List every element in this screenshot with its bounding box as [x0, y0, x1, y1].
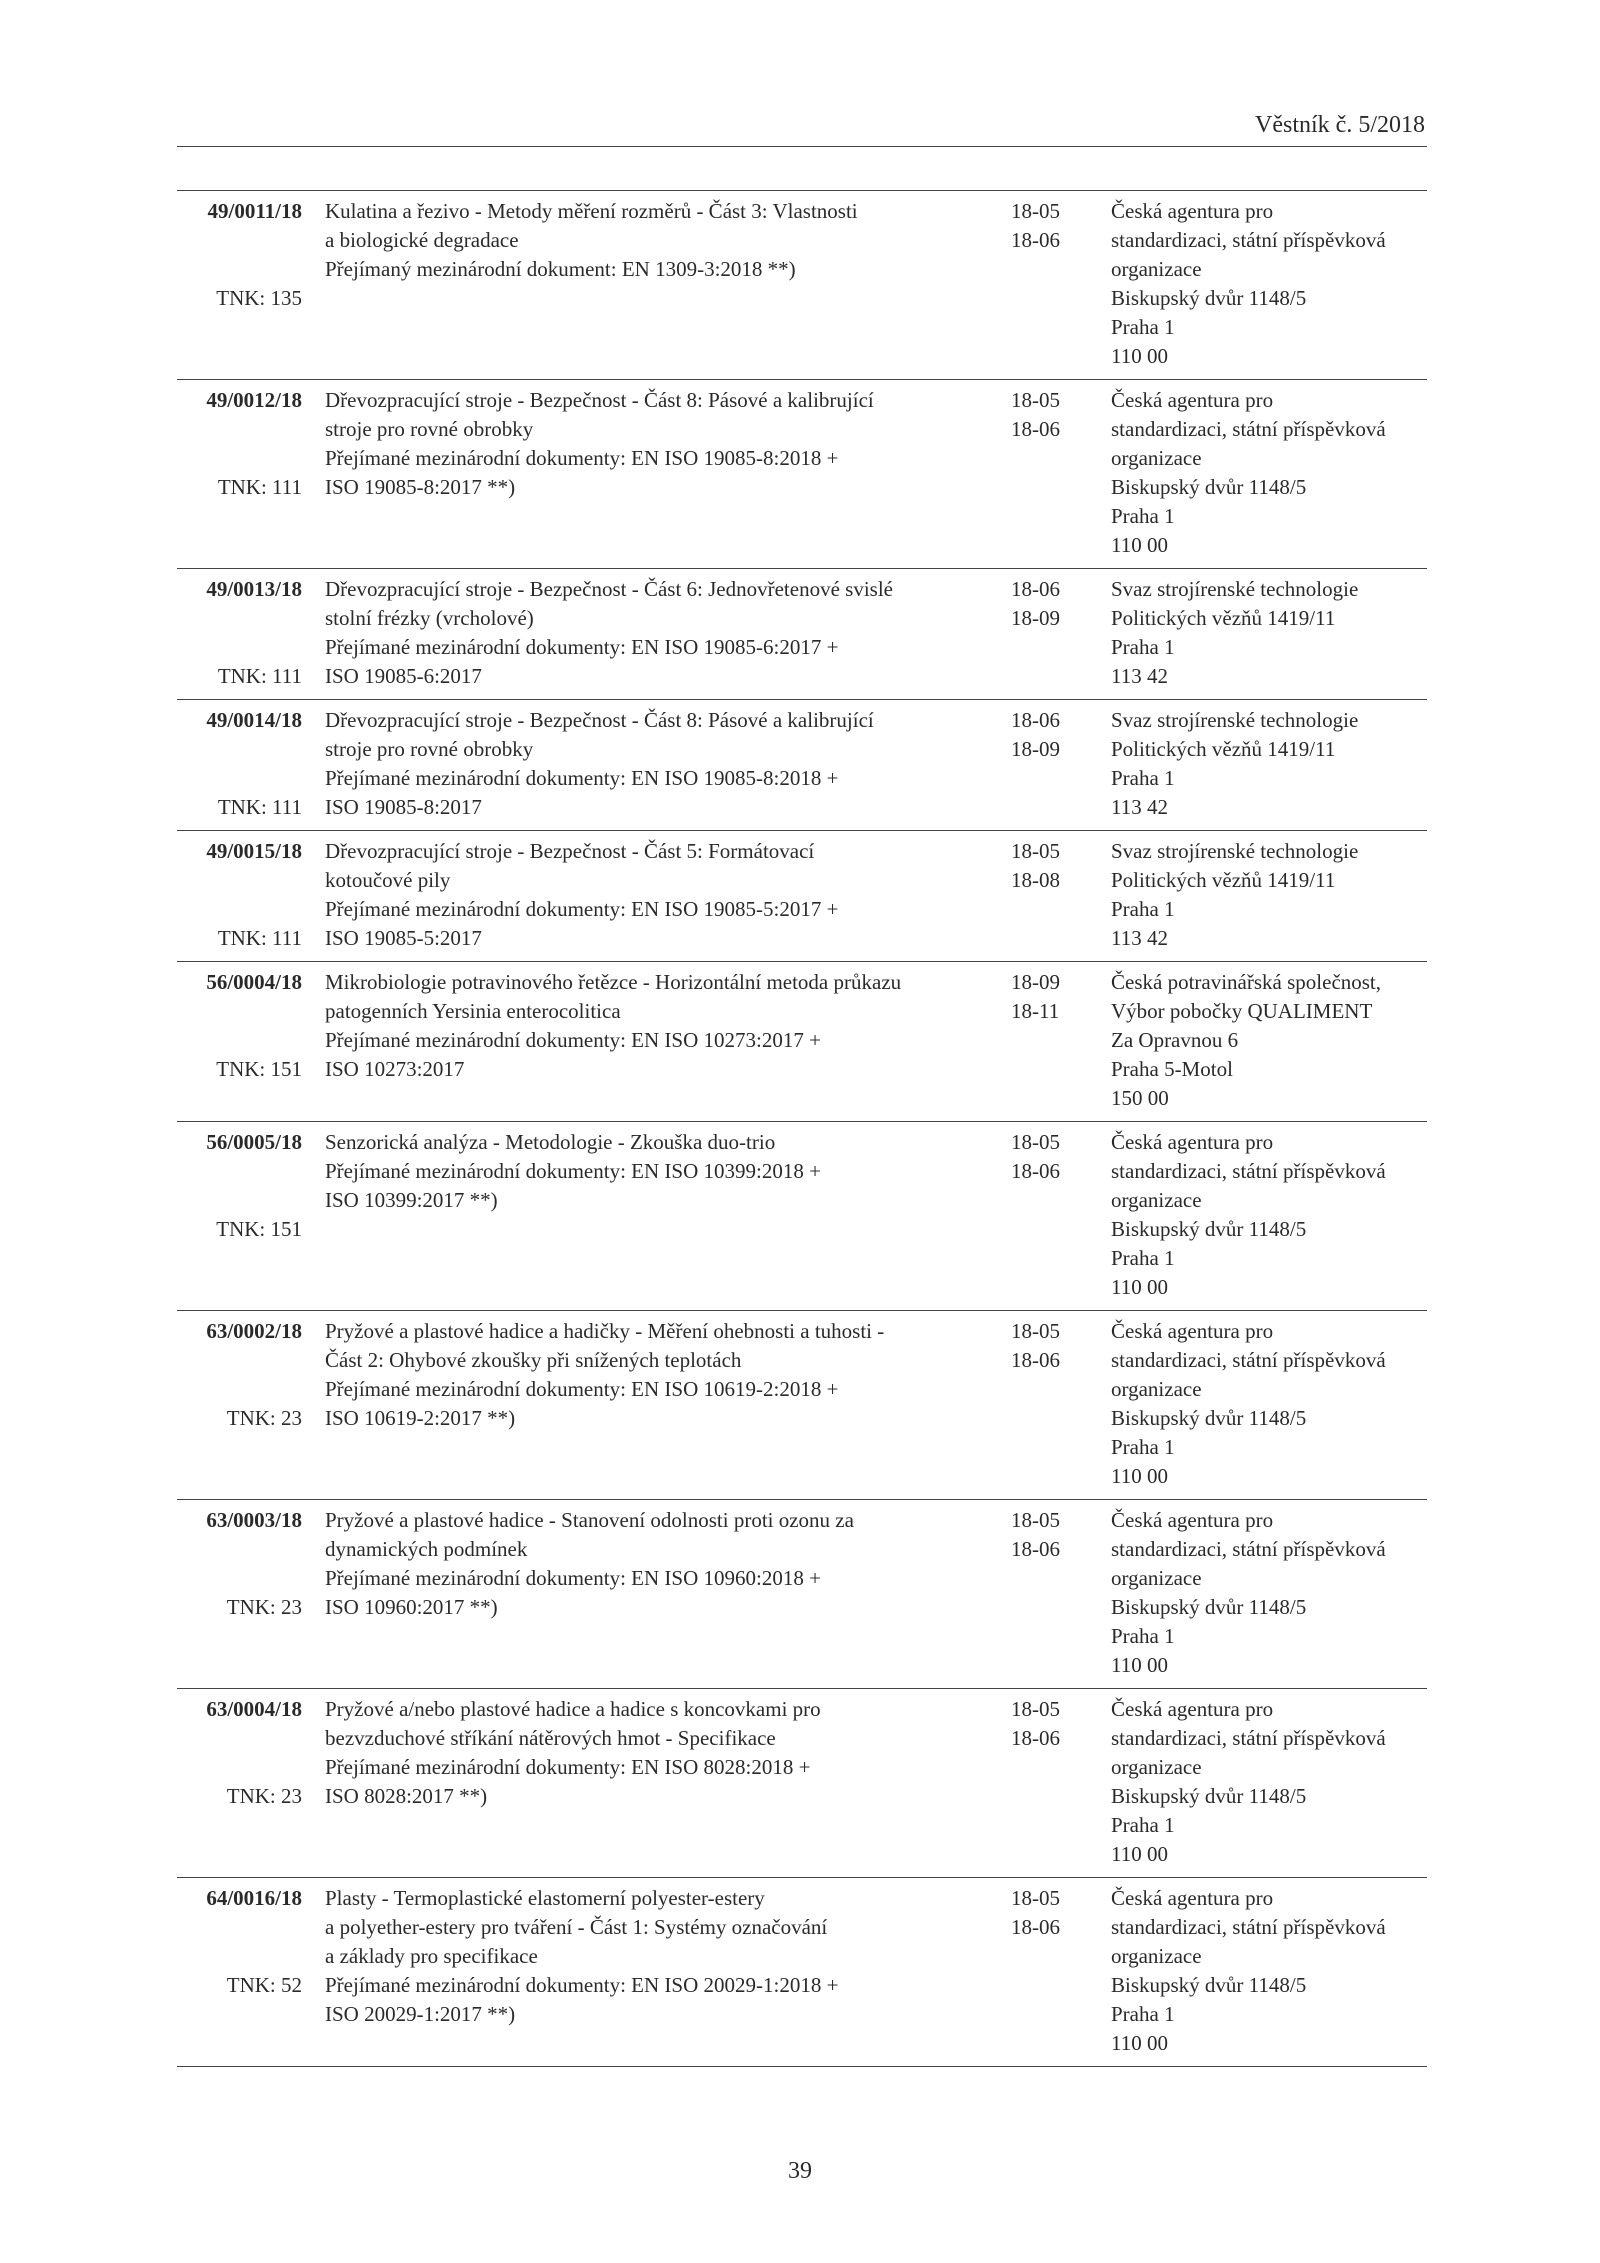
- organization-line: 150 00: [1111, 1086, 1169, 1110]
- title-line: bezvzduchové stříkání nátěrových hmot - Specifikace: [325, 1726, 776, 1750]
- organization-line: organizace: [1111, 257, 1202, 281]
- title-line: Dřevozpracující stroje - Bezpečnost - Část 8: Pásové a kalibrující: [325, 388, 874, 412]
- row-identifier: [177, 197, 302, 371]
- organization-address: [1111, 1695, 1427, 1869]
- tnk-label: TNK: 111: [217, 475, 302, 499]
- standard-number: 49/0013/18: [206, 577, 302, 601]
- date-codes: [1011, 837, 1081, 895]
- row-identifier: [177, 706, 302, 822]
- date-codes: [1011, 575, 1081, 633]
- standard-number: 49/0011/18: [207, 199, 302, 223]
- organization-line: Praha 1: [1111, 897, 1175, 921]
- organization-line: standardizaci, státní příspěvková: [1111, 1537, 1386, 1561]
- date-code: 18-06: [1011, 1159, 1060, 1183]
- table-row: [177, 1689, 1427, 1878]
- date-code: 18-05: [1011, 1508, 1060, 1532]
- date-code: 18-09: [1011, 737, 1060, 761]
- date-codes: [1011, 1317, 1081, 1375]
- title-line: a biologické degradace: [325, 228, 519, 252]
- organization-line: organizace: [1111, 1566, 1202, 1590]
- date-code: 18-06: [1011, 1915, 1060, 1939]
- date-codes: [1011, 386, 1081, 444]
- date-code: 18-09: [1011, 606, 1060, 630]
- title-line: ISO 19085-8:2017 **): [325, 475, 516, 499]
- title-line: Dřevozpracující stroje - Bezpečnost - Část 6: Jednovřetenové svislé: [325, 577, 893, 601]
- date-code: 18-05: [1011, 1697, 1060, 1721]
- organization-line: Svaz strojírenské technologie: [1111, 577, 1359, 601]
- organization-line: Praha 1: [1111, 2002, 1175, 2026]
- header-rule: [177, 146, 1427, 147]
- standard-number: 49/0014/18: [206, 708, 302, 732]
- organization-line: Biskupský dvůr 1148/5: [1111, 1406, 1307, 1430]
- organization-line: 113 42: [1111, 664, 1168, 688]
- organization-address: [1111, 386, 1427, 560]
- organization-line: Biskupský dvůr 1148/5: [1111, 1595, 1307, 1619]
- row-identifier: [177, 1317, 302, 1491]
- title-line: Přejímané mezinárodní dokumenty: EN ISO 20029-1:2018 +: [325, 1973, 839, 1997]
- organization-address: [1111, 968, 1427, 1113]
- title-line: kotoučové pily: [325, 868, 451, 892]
- table-row: [177, 831, 1427, 962]
- standard-number: 56/0005/18: [206, 1130, 302, 1154]
- title-line: Senzorická analýza - Metodologie - Zkouška duo-trio: [325, 1130, 776, 1154]
- organization-line: Politických vězňů 1419/11: [1111, 737, 1336, 761]
- organization-line: 110 00: [1111, 1842, 1168, 1866]
- organization-line: standardizaci, státní příspěvková: [1111, 1159, 1386, 1183]
- organization-line: Biskupský dvůr 1148/5: [1111, 475, 1307, 499]
- organization-line: standardizaci, státní příspěvková: [1111, 228, 1386, 252]
- date-codes: [1011, 1128, 1081, 1186]
- organization-line: organizace: [1111, 1188, 1202, 1212]
- date-codes: [1011, 197, 1081, 255]
- date-code: 18-11: [1011, 999, 1060, 1023]
- organization-line: Česká agentura pro: [1111, 388, 1274, 412]
- title-line: Dřevozpracující stroje - Bezpečnost - Část 8: Pásové a kalibrující: [325, 708, 874, 732]
- standards-table: [177, 190, 1427, 2067]
- organization-line: standardizaci, státní příspěvková: [1111, 417, 1386, 441]
- organization-line: 110 00: [1111, 1275, 1168, 1299]
- row-identifier: [177, 386, 302, 560]
- organization-line: 113 42: [1111, 795, 1168, 819]
- title-line: Pryžové a plastové hadice a hadičky - Měření ohebnosti a tuhosti -: [325, 1319, 885, 1343]
- date-code: 18-06: [1011, 1726, 1060, 1750]
- table-row: [177, 962, 1427, 1122]
- title-line: Přejímané mezinárodní dokumenty: EN ISO 10619-2:2018 +: [325, 1377, 839, 1401]
- table-row: [177, 1878, 1427, 2067]
- organization-line: 110 00: [1111, 2031, 1168, 2055]
- organization-line: standardizaci, státní příspěvková: [1111, 1348, 1386, 1372]
- table-row: [177, 569, 1427, 700]
- organization-line: Praha 1: [1111, 1624, 1175, 1648]
- title-line: Přejímané mezinárodní dokumenty: EN ISO 8028:2018 +: [325, 1755, 811, 1779]
- date-code: 18-06: [1011, 577, 1060, 601]
- title-line: Kulatina a řezivo - Metody měření rozměrů - Část 3: Vlastnosti: [325, 199, 858, 223]
- row-identifier: [177, 1128, 302, 1302]
- title-line: patogenních Yersinia enterocolitica: [325, 999, 621, 1023]
- title-line: ISO 10960:2017 **): [325, 1595, 498, 1619]
- organization-line: 110 00: [1111, 344, 1168, 368]
- row-identifier: [177, 575, 302, 691]
- organization-line: organizace: [1111, 1944, 1202, 1968]
- title-line: Přejímané mezinárodní dokumenty: EN ISO 10273:2017 +: [325, 1028, 821, 1052]
- date-code: 18-06: [1011, 1537, 1060, 1561]
- date-code: 18-05: [1011, 839, 1060, 863]
- date-code: 18-05: [1011, 1319, 1060, 1343]
- organization-address: [1111, 197, 1427, 371]
- tnk-label: TNK: 151: [216, 1217, 302, 1241]
- row-identifier: [177, 968, 302, 1113]
- title-line: Přejímané mezinárodní dokumenty: EN ISO 19085-6:2017 +: [325, 635, 839, 659]
- organization-line: 113 42: [1111, 926, 1168, 950]
- tnk-label: TNK: 23: [226, 1784, 302, 1808]
- organization-line: Praha 1: [1111, 504, 1175, 528]
- standard-number: 56/0004/18: [206, 970, 302, 994]
- page-number: 39: [788, 2158, 812, 2184]
- table-row: [177, 191, 1427, 380]
- organization-address: [1111, 706, 1427, 822]
- title-line: ISO 19085-6:2017: [325, 664, 482, 688]
- title-line: stroje pro rovné obrobky: [325, 737, 534, 761]
- title-line: ISO 10619-2:2017 **): [325, 1406, 516, 1430]
- date-code: 18-06: [1011, 1348, 1060, 1372]
- row-identifier: [177, 837, 302, 953]
- date-code: 18-06: [1011, 228, 1060, 252]
- organization-line: 110 00: [1111, 533, 1168, 557]
- date-code: 18-05: [1011, 1886, 1060, 1910]
- title-line: ISO 10273:2017: [325, 1057, 465, 1081]
- row-identifier: [177, 1695, 302, 1869]
- title-line: Mikrobiologie potravinového řetězce - Horizontální metoda průkazu: [325, 970, 902, 994]
- title-line: a základy pro specifikace: [325, 1944, 538, 1968]
- organization-line: Česká agentura pro: [1111, 1508, 1274, 1532]
- organization-address: [1111, 1506, 1427, 1680]
- organization-line: 110 00: [1111, 1653, 1168, 1677]
- date-code: 18-08: [1011, 868, 1060, 892]
- organization-line: Praha 5-Motol: [1111, 1057, 1233, 1081]
- tnk-label: TNK: 135: [216, 286, 302, 310]
- title-line: Přejímané mezinárodní dokumenty: EN ISO 10960:2018 +: [325, 1566, 821, 1590]
- standard-number: 64/0016/18: [206, 1886, 302, 1910]
- date-codes: [1011, 1884, 1081, 1942]
- title-line: ISO 19085-5:2017: [325, 926, 482, 950]
- table-row: [177, 1311, 1427, 1500]
- organization-line: Politických vězňů 1419/11: [1111, 606, 1336, 630]
- organization-line: organizace: [1111, 1377, 1202, 1401]
- title-line: ISO 8028:2017 **): [325, 1784, 488, 1808]
- organization-line: Biskupský dvůr 1148/5: [1111, 286, 1307, 310]
- title-line: ISO 19085-8:2017: [325, 795, 482, 819]
- title-line: ISO 20029-1:2017 **): [325, 2002, 516, 2026]
- organization-line: Česká agentura pro: [1111, 1130, 1274, 1154]
- date-codes: [1011, 706, 1081, 764]
- table-row: [177, 380, 1427, 569]
- tnk-label: TNK: 111: [217, 664, 302, 688]
- date-codes: [1011, 968, 1081, 1026]
- date-code: 18-06: [1011, 708, 1060, 732]
- organization-line: Za Opravnou 6: [1111, 1028, 1239, 1052]
- organization-line: Praha 1: [1111, 635, 1175, 659]
- organization-line: Česká potravinářská společnost,: [1111, 970, 1382, 994]
- organization-line: Biskupský dvůr 1148/5: [1111, 1217, 1307, 1241]
- row-identifier: [177, 1506, 302, 1680]
- tnk-label: TNK: 111: [217, 795, 302, 819]
- organization-line: Svaz strojírenské technologie: [1111, 839, 1359, 863]
- date-code: 18-05: [1011, 1130, 1060, 1154]
- title-line: Přejímané mezinárodní dokumenty: EN ISO 19085-5:2017 +: [325, 897, 839, 921]
- title-line: Část 2: Ohybové zkoušky při snížených teplotách: [325, 1348, 742, 1372]
- title-line: dynamických podmínek: [325, 1537, 528, 1561]
- title-line: Pryžové a/nebo plastové hadice a hadice s koncovkami pro: [325, 1697, 821, 1721]
- organization-line: Biskupský dvůr 1148/5: [1111, 1784, 1307, 1808]
- title-line: stroje pro rovné obrobky: [325, 417, 534, 441]
- title-line: Plasty - Termoplastické elastomerní polyester-estery: [325, 1886, 765, 1910]
- organization-address: [1111, 575, 1427, 691]
- standard-number: 63/0002/18: [206, 1319, 302, 1343]
- organization-address: [1111, 1128, 1427, 1302]
- tnk-label: TNK: 23: [226, 1406, 302, 1430]
- tnk-label: TNK: 111: [217, 926, 302, 950]
- organization-line: Česká agentura pro: [1111, 199, 1274, 223]
- organization-line: Praha 1: [1111, 766, 1175, 790]
- title-line: Dřevozpracující stroje - Bezpečnost - Část 5: Formátovací: [325, 839, 815, 863]
- organization-address: [1111, 1317, 1427, 1491]
- title-line: Pryžové a plastové hadice - Stanovení odolnosti proti ozonu za: [325, 1508, 854, 1532]
- organization-line: Česká agentura pro: [1111, 1319, 1274, 1343]
- title-line: ISO 10399:2017 **): [325, 1188, 498, 1212]
- table-row: [177, 1122, 1427, 1311]
- table-row: [177, 1500, 1427, 1689]
- organization-line: Politických vězňů 1419/11: [1111, 868, 1336, 892]
- date-code: 18-05: [1011, 388, 1060, 412]
- organization-line: Praha 1: [1111, 315, 1175, 339]
- organization-line: Praha 1: [1111, 1246, 1175, 1270]
- tnk-label: TNK: 23: [226, 1595, 302, 1619]
- organization-line: Biskupský dvůr 1148/5: [1111, 1973, 1307, 1997]
- title-line: stolní frézky (vrcholové): [325, 606, 534, 630]
- title-line: Přejímané mezinárodní dokumenty: EN ISO 10399:2018 +: [325, 1159, 821, 1183]
- organization-address: [1111, 1884, 1427, 2058]
- standard-number: 63/0004/18: [206, 1697, 302, 1721]
- organization-line: Česká agentura pro: [1111, 1886, 1274, 1910]
- date-codes: [1011, 1506, 1081, 1564]
- date-codes: [1011, 1695, 1081, 1753]
- title-line: a polyether-estery pro tváření - Část 1: Systémy označování: [325, 1915, 828, 1939]
- organization-address: [1111, 837, 1427, 953]
- title-line: Přejímané mezinárodní dokumenty: EN ISO 19085-8:2018 +: [325, 766, 839, 790]
- organization-line: standardizaci, státní příspěvková: [1111, 1915, 1386, 1939]
- standard-number: 49/0012/18: [206, 388, 302, 412]
- tnk-label: TNK: 52: [226, 1973, 302, 1997]
- journal-title: Věstník č. 5/2018: [1255, 112, 1425, 138]
- organization-line: standardizaci, státní příspěvková: [1111, 1726, 1386, 1750]
- row-identifier: [177, 1884, 302, 2058]
- standard-number: 49/0015/18: [206, 839, 302, 863]
- tnk-label: TNK: 151: [216, 1057, 302, 1081]
- date-code: 18-06: [1011, 417, 1060, 441]
- standard-number: 63/0003/18: [206, 1508, 302, 1532]
- organization-line: Česká agentura pro: [1111, 1697, 1274, 1721]
- organization-line: Praha 1: [1111, 1813, 1175, 1837]
- date-code: 18-05: [1011, 199, 1060, 223]
- title-line: Přejímaný mezinárodní dokument: EN 1309-3:2018 **): [325, 257, 796, 281]
- organization-line: 110 00: [1111, 1464, 1168, 1488]
- organization-line: organizace: [1111, 1755, 1202, 1779]
- date-code: 18-09: [1011, 970, 1060, 994]
- organization-line: Svaz strojírenské technologie: [1111, 708, 1359, 732]
- table-row: [177, 700, 1427, 831]
- organization-line: Výbor pobočky QUALIMENT: [1111, 999, 1373, 1023]
- organization-line: Praha 1: [1111, 1435, 1175, 1459]
- title-line: Přejímané mezinárodní dokumenty: EN ISO 19085-8:2018 +: [325, 446, 839, 470]
- organization-line: organizace: [1111, 446, 1202, 470]
